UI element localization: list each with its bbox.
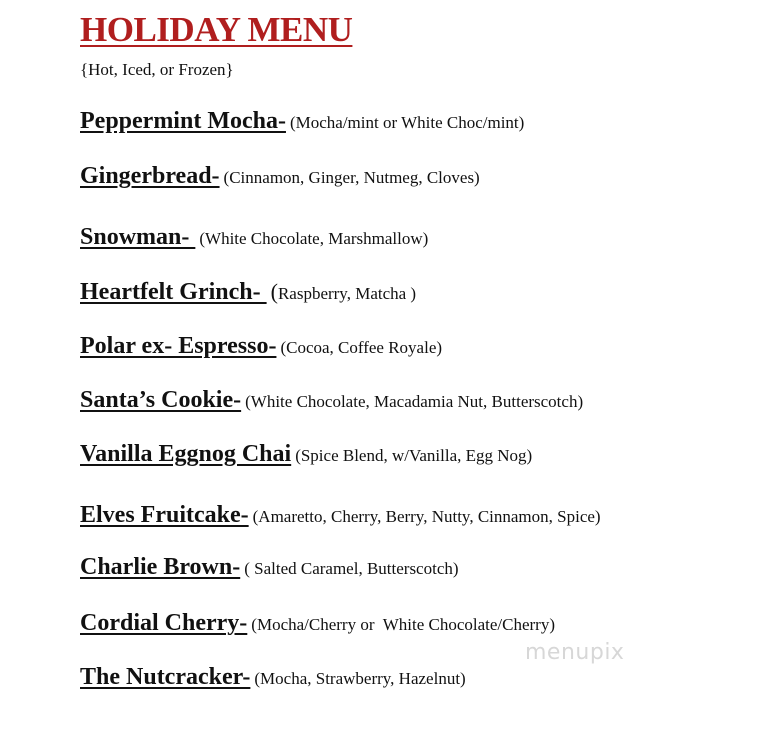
item-description: (Cinnamon, Ginger, Nutmeg, Cloves) — [223, 168, 480, 187]
item-name: Cordial Cherry- — [80, 610, 248, 636]
item-name: Santa’s Cookie- — [80, 387, 242, 413]
item-name: Charlie Brown- — [80, 554, 241, 580]
item-description: (White Chocolate, Macadamia Nut, Butterscotch) — [245, 392, 584, 411]
item-name: Heartfelt Grinch- — [80, 279, 267, 305]
item-description: (Amaretto, Cherry, Berry, Nutty, Cinnamon, Spice) — [252, 507, 601, 526]
menu-title: HOLIDAY MENU — [80, 10, 353, 49]
item-name: The Nutcracker- — [80, 664, 251, 690]
item-name: Polar ex- Espresso- — [80, 333, 277, 359]
menu-item-charlie-brown — [80, 554, 459, 581]
menu-item-santas-cookie — [80, 387, 583, 414]
item-description-open-paren: ( — [270, 279, 278, 304]
menu-item-polar-ex-espresso — [80, 333, 442, 360]
item-description — [270, 279, 417, 304]
item-description: (Cocoa, Coffee Royale) — [280, 338, 443, 357]
item-name: Vanilla Eggnog Chai — [80, 441, 292, 467]
item-name: Snowman- — [80, 224, 196, 250]
item-description-text: Raspberry, Matcha ) — [277, 284, 417, 303]
menu-item-vanilla-eggnog-chai — [80, 441, 532, 468]
menu-item-peppermint-mocha — [80, 108, 524, 135]
item-description: (Mocha/mint or White Choc/mint) — [289, 113, 525, 132]
menu-item-cordial-cherry — [80, 610, 555, 637]
menu-item-the-nutcracker — [80, 664, 466, 691]
item-description: (Mocha/Cherry or White Chocolate/Cherry) — [251, 615, 555, 634]
menu-item-heartfelt-grinch — [80, 279, 416, 306]
watermark: menupix — [525, 640, 625, 665]
item-description: (White Chocolate, Marshmallow) — [199, 229, 429, 248]
item-name: Elves Fruitcake- — [80, 502, 249, 528]
item-name: Gingerbread- — [80, 163, 220, 189]
item-description: (Spice Blend, w/Vanilla, Egg Nog) — [295, 446, 533, 465]
menu-item-snowman — [80, 224, 428, 251]
item-name: Peppermint Mocha- — [80, 108, 286, 134]
menu-item-gingerbread — [80, 163, 480, 190]
menu-subtitle: {Hot, Iced, or Frozen} — [80, 60, 234, 79]
item-description: (Mocha, Strawberry, Hazelnut) — [254, 669, 466, 688]
item-description: ( Salted Caramel, Butterscotch) — [244, 559, 459, 578]
menu-item-elves-fruitcake — [80, 502, 601, 529]
